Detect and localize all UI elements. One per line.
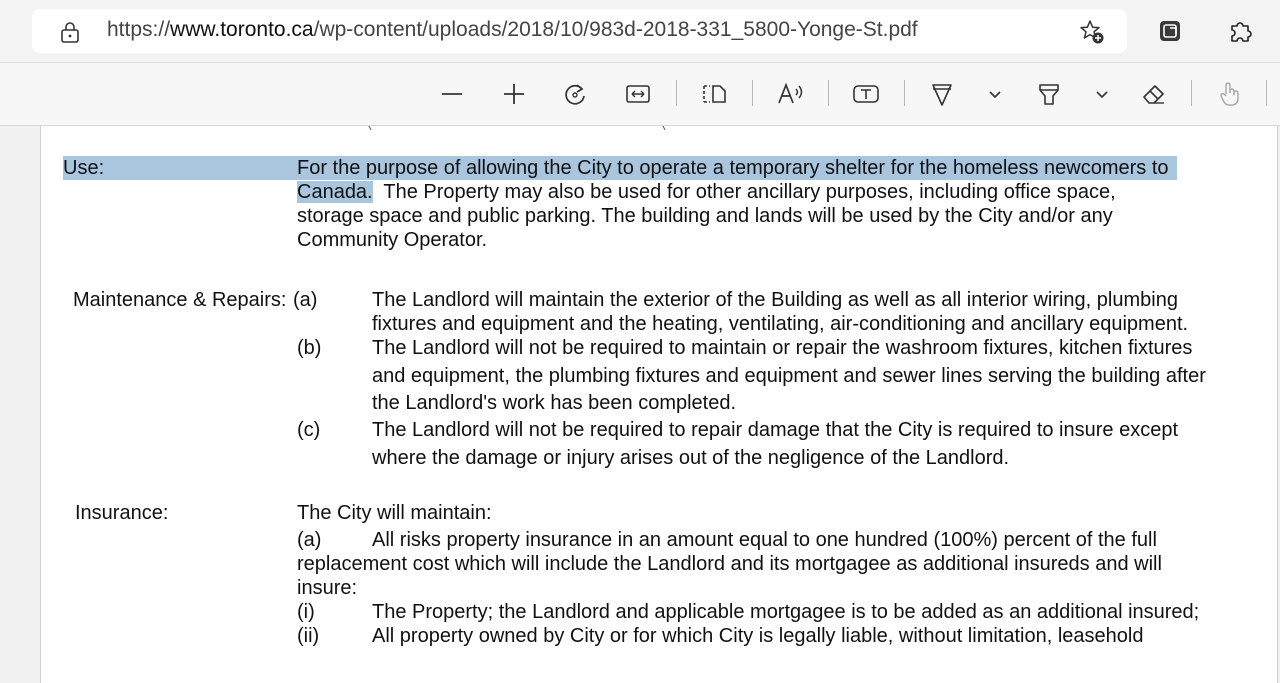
toolbar-divider [904, 80, 905, 106]
highlight-options-chevron-icon[interactable] [1085, 77, 1119, 111]
insurance-intro: The City will maintain: [297, 502, 492, 524]
fit-to-width-icon[interactable] [621, 77, 655, 111]
highlight-icon[interactable] [1032, 77, 1066, 111]
page-view-icon[interactable] [697, 77, 731, 111]
use-label: Use: [63, 156, 298, 180]
toolbar-divider [1191, 80, 1192, 106]
maintenance-a-marker: (a) [293, 289, 318, 311]
insurance-i-marker: (i) [297, 601, 315, 623]
use-line-1: For the purpose of allowing the City to operate a temporary shelter for the homeless newcomers to [297, 156, 1177, 180]
eraser-icon[interactable] [1137, 77, 1171, 111]
extension-app-icon[interactable] [1158, 18, 1184, 44]
add-text-icon[interactable] [849, 77, 883, 111]
use-line-2-highlight: Canada. [297, 181, 373, 203]
toolbar-divider [828, 80, 829, 106]
maintenance-c-line-1: The Landlord will not be required to repair damage that the City is required to insure except [372, 419, 1179, 441]
rotate-icon[interactable] [559, 77, 593, 111]
maintenance-a-line-2: fixtures and equipment and the heating, ventilating, air-conditioning and ancillary equipment. [372, 313, 1189, 335]
url-domain: www.toronto.ca [170, 18, 314, 41]
url-text[interactable] [107, 18, 918, 42]
draw-icon[interactable] [925, 77, 959, 111]
maintenance-b-line-2: and equipment, the plumbing fixtures and equipment and sewer lines serving the building after [372, 365, 1206, 387]
insurance-a-line-2: replacement cost which will include the Landlord and its mortgagee as additional insureds and will [297, 553, 1162, 575]
use-line-3: storage space and public parking. The building and lands will be used by the City and/or any [297, 205, 1113, 227]
url-prefix: https:// [107, 18, 171, 41]
maintenance-c-line-2: where the damage or injury arises out of the negligence of the Landlord. [372, 447, 1010, 469]
url-path: /wp-content/uploads/2018/10/983d-2018-331_5800-Yonge-St.pdf [313, 18, 918, 41]
maintenance-label: Maintenance & Repairs: [73, 289, 287, 311]
browser-top-bar [0, 0, 1280, 63]
insurance-ii-marker: (ii) [297, 625, 320, 647]
read-aloud-icon[interactable] [774, 77, 808, 111]
insurance-ii-text: All property owned by City or for which City is legally liable, without limitation, leasehold [372, 625, 1144, 647]
toolbar-divider [676, 80, 677, 106]
zoom-in-icon[interactable] [497, 77, 531, 111]
toolbar-divider [752, 80, 753, 106]
insurance-label: Insurance: [75, 502, 169, 524]
insurance-a-marker: (a) [297, 529, 322, 551]
insurance-i-text: The Property; the Landlord and applicable mortgagee is to be added as an additional insured; [372, 601, 1200, 623]
maintenance-a-line-1: The Landlord will maintain the exterior of the Building as well as all interior wiring, plumbing [372, 289, 1178, 311]
insurance-a-line-3: insure: [297, 577, 358, 599]
pdf-page [40, 126, 1278, 683]
maintenance-c-marker: (c) [297, 419, 321, 441]
lock-icon[interactable] [60, 21, 80, 43]
add-favorite-icon[interactable] [1078, 18, 1106, 46]
cut-off-previous-line [41, 126, 1277, 130]
draw-options-chevron-icon[interactable] [978, 77, 1012, 111]
use-line-4: Community Operator. [297, 229, 488, 251]
pdf-toolbar [0, 63, 1280, 126]
extensions-puzzle-icon[interactable] [1226, 17, 1254, 45]
use-line-2 [297, 180, 1116, 204]
insurance-a-line-1: All risks property insurance in an amount equal to one hundred (100%) percent of the full [372, 529, 1157, 551]
maintenance-b-line-3: the Landlord's work has been completed. [372, 392, 737, 414]
use-line-2-rest: The Property may also be used for other ancillary purposes, including office space, [372, 181, 1116, 203]
maintenance-b-line-1: The Landlord will not be required to maintain or repair the washroom fixtures, kitchen fixtures [372, 337, 1193, 359]
toolbar-divider [1266, 80, 1267, 106]
maintenance-b-marker: (b) [297, 337, 322, 359]
zoom-out-icon[interactable] [435, 77, 469, 111]
touch-mode-icon [1212, 77, 1246, 111]
